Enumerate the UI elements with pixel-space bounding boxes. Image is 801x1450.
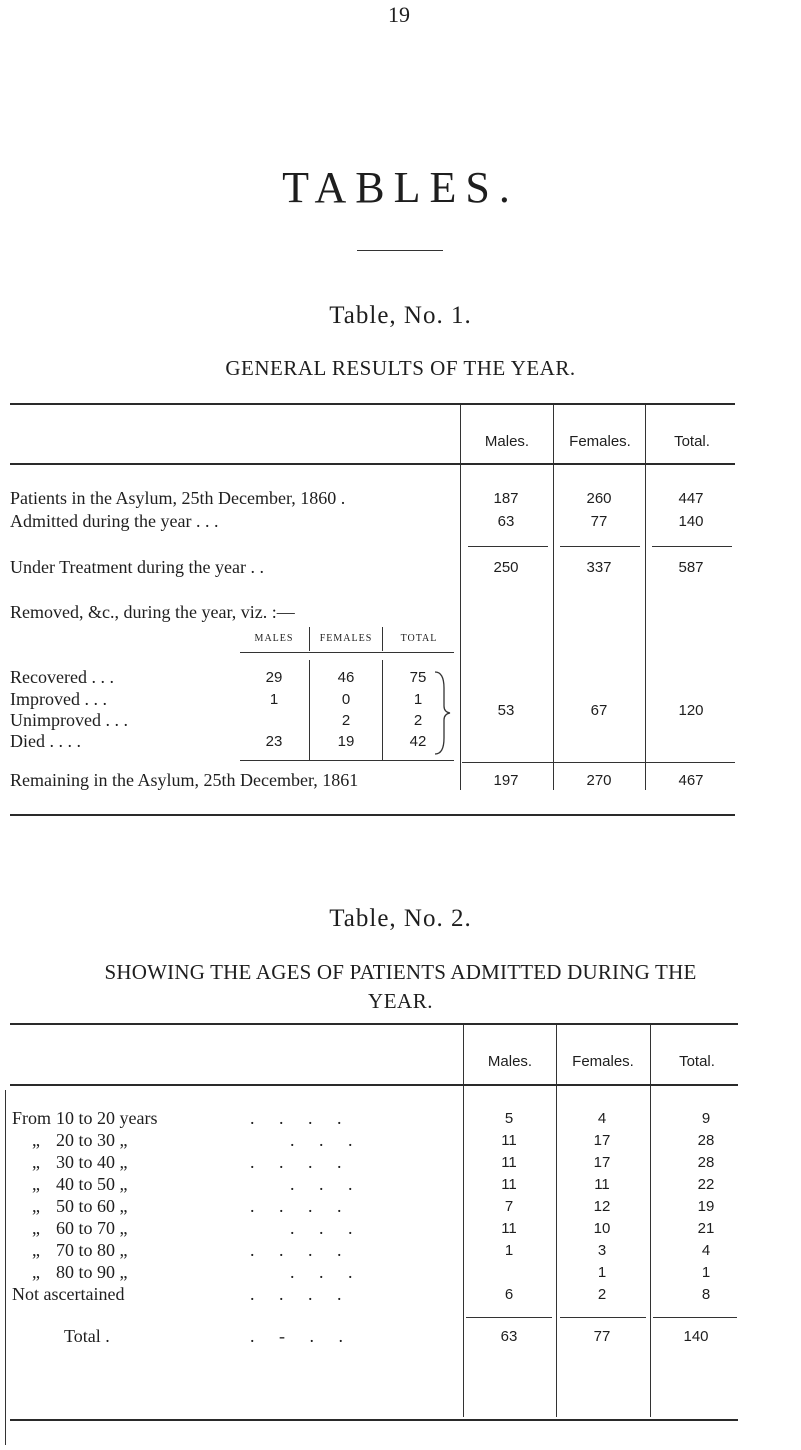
- table2-row-prefix: „: [32, 1262, 40, 1282]
- removed-brace: [432, 668, 452, 758]
- table2-cell: 3: [597, 1242, 607, 1259]
- table1-row-label: Under Treatment during the year . .: [10, 557, 264, 577]
- table2-cell: 1: [504, 1242, 514, 1259]
- table2-col-females: Females.: [572, 1053, 634, 1070]
- table1-title: Table, No. 1.: [329, 302, 472, 329]
- table2-row-dots: . . .: [290, 1262, 363, 1282]
- removed-cell: 1: [413, 691, 423, 708]
- table2-row-label: 30 to 40 „: [56, 1152, 128, 1172]
- table2-cell: 11: [501, 1220, 517, 1237]
- table2-row-label: 70 to 80 „: [56, 1240, 128, 1260]
- table2-cell: 22: [697, 1176, 715, 1193]
- table2-row-prefix: „: [32, 1240, 40, 1260]
- removed-item-label: Recovered . . .: [10, 667, 114, 687]
- table1-remaining-cell: 197: [493, 772, 519, 789]
- table2-total-cell: 140: [683, 1328, 709, 1345]
- table2-title: Table, No. 2.: [329, 905, 472, 932]
- removed-cell: 23: [265, 733, 283, 750]
- removed-cell: 75: [409, 669, 427, 686]
- table2-row-dots: . . . .: [250, 1152, 352, 1172]
- table2-col-males: Males.: [487, 1053, 533, 1070]
- removed-cell: 46: [337, 669, 355, 686]
- table2-cell: 5: [504, 1110, 514, 1127]
- table2-row-prefix: „: [32, 1218, 40, 1238]
- table2-cell: 4: [701, 1242, 711, 1259]
- subtable-divider: [382, 627, 383, 651]
- table1-remaining-cell: 467: [678, 772, 704, 789]
- table2-cell: 10: [593, 1220, 611, 1237]
- table2-col-total: Total.: [679, 1053, 715, 1070]
- page-number: 19: [388, 2, 410, 27]
- table2-cell: 17: [593, 1154, 611, 1171]
- table2-cell: 7: [504, 1198, 514, 1215]
- table1-cell: 337: [586, 559, 612, 576]
- table2-cell: 11: [594, 1176, 610, 1193]
- table1-subtitle: GENERAL RESULTS OF THE YEAR.: [225, 356, 576, 380]
- removed-summary-cell: 67: [590, 702, 608, 719]
- removed-cell: 1: [269, 691, 279, 708]
- table1-cell: 587: [678, 559, 704, 576]
- table2-row-prefix: „: [32, 1196, 40, 1216]
- table2-cell: 2: [597, 1286, 607, 1303]
- table1-remaining-label: Remaining in the Asylum, 25th December, 1861: [10, 770, 359, 790]
- table1-cell: 250: [493, 559, 519, 576]
- sum-rule: [560, 1317, 646, 1318]
- subtable-header-rule: [240, 652, 454, 653]
- removed-item-label: Died . . . .: [10, 731, 81, 751]
- removed-cell: 29: [265, 669, 283, 686]
- table2-total-cell: 63: [500, 1328, 518, 1345]
- table2-cell: 21: [697, 1220, 715, 1237]
- table2-row-label: 40 to 50 „: [56, 1174, 128, 1194]
- table2-cell: 28: [697, 1132, 715, 1149]
- table2-cell: 4: [597, 1110, 607, 1127]
- table2-subtitle-line1: SHOWING THE AGES OF PATIENTS ADMITTED DURING THE: [104, 960, 697, 984]
- table2-row-dots: . . . .: [250, 1108, 352, 1128]
- table2-cell: 1: [597, 1264, 607, 1281]
- table2-row-dots: . . . .: [250, 1240, 352, 1260]
- table2-subtitle-line2: YEAR.: [368, 989, 433, 1013]
- table2-row-prefix: „: [32, 1174, 40, 1194]
- table1-row-label: Patients in the Asylum, 25th December, 1860 .: [10, 488, 346, 508]
- sum-rule: [462, 762, 735, 763]
- removed-cell: 2: [413, 712, 423, 729]
- table1-cell: 77: [590, 513, 608, 530]
- sum-rule: [652, 546, 732, 547]
- table2-cell: 8: [701, 1286, 711, 1303]
- table1-remaining-cell: 270: [586, 772, 612, 789]
- table2-row-dots: . . . .: [250, 1284, 352, 1304]
- removed-cell: 19: [337, 733, 355, 750]
- removed-subcol-total: TOTAL: [400, 633, 438, 644]
- table2-row-label: 10 to 20 years: [56, 1108, 158, 1128]
- table1-cell: 260: [586, 490, 612, 507]
- table2-row-dots: . . . .: [250, 1196, 352, 1216]
- table1-cell: 447: [678, 490, 704, 507]
- table2-cell: 19: [697, 1198, 715, 1215]
- table2-cell: 9: [701, 1110, 711, 1127]
- table2-total-cell: 77: [593, 1328, 611, 1345]
- main-title: TABLES.: [282, 163, 519, 212]
- table1-col-total: Total.: [674, 433, 710, 450]
- table1-col-males: Males.: [484, 433, 530, 450]
- table2-row-dots: . . .: [290, 1174, 363, 1194]
- table2-row-label: 80 to 90 „: [56, 1262, 128, 1282]
- table2-row-label: 50 to 60 „: [56, 1196, 128, 1216]
- table2-cell: 11: [501, 1176, 517, 1193]
- table1-top-rule: [10, 403, 735, 405]
- removed-subcol-females: FEMALES: [319, 633, 373, 644]
- table2-top-rule: [10, 1023, 738, 1025]
- table2-cell: 1: [701, 1264, 711, 1281]
- removed-cell: 2: [341, 712, 351, 729]
- sum-rule: [468, 546, 548, 547]
- removed-item-label: Improved . . .: [10, 689, 107, 709]
- subtable-divider: [382, 660, 383, 760]
- sum-rule: [653, 1317, 737, 1318]
- subtable-divider: [309, 660, 310, 760]
- table2-row-label: 20 to 30 „: [56, 1130, 128, 1150]
- removed-cell: 0: [341, 691, 351, 708]
- table2-total-label: Total .: [64, 1326, 110, 1346]
- table2-cell: 6: [504, 1286, 514, 1303]
- table2-header-rule: [10, 1084, 738, 1086]
- table1-row-label: Admitted during the year . . .: [10, 511, 219, 531]
- removed-cell: 42: [409, 733, 427, 750]
- table2-cell: 11: [501, 1132, 517, 1149]
- removed-summary-cell: 120: [678, 702, 704, 719]
- table2-row-prefix: „: [32, 1152, 40, 1172]
- divider: [357, 250, 443, 251]
- table2-cell: 28: [697, 1154, 715, 1171]
- removed-subcol-males: MALES: [254, 633, 294, 644]
- margin-rule: [5, 1090, 6, 1445]
- table2-row-dots: . . .: [290, 1130, 363, 1150]
- table2-cell: 11: [501, 1154, 517, 1171]
- table2-cell: 17: [593, 1132, 611, 1149]
- sum-rule: [560, 546, 640, 547]
- table2-row-prefix: „: [32, 1130, 40, 1150]
- table1-header-rule: [10, 463, 735, 465]
- table2-row-prefix: From: [12, 1108, 52, 1128]
- subtable-bottom-rule: [240, 760, 454, 761]
- removed-summary-cell: 53: [497, 702, 515, 719]
- table2-cell: 12: [593, 1198, 611, 1215]
- table1-cell: 63: [497, 513, 515, 530]
- table2-total-dots: . - . .: [250, 1326, 353, 1346]
- table1-cell: 140: [678, 513, 704, 530]
- subtable-divider: [309, 627, 310, 651]
- removed-item-label: Unimproved . . .: [10, 710, 128, 730]
- table1-removed-label: Removed, &c., during the year, viz. :—: [10, 602, 295, 622]
- sum-rule: [466, 1317, 552, 1318]
- table1-bottom-rule: [10, 814, 735, 816]
- table2-row-label: 60 to 70 „: [56, 1218, 128, 1238]
- table1-cell: 187: [493, 490, 519, 507]
- table2-row-dots: . . .: [290, 1218, 363, 1238]
- table1-col-females: Females.: [569, 433, 631, 450]
- table2-bottom-rule: [10, 1419, 738, 1421]
- table2-row-label: Not ascertained: [12, 1284, 125, 1304]
